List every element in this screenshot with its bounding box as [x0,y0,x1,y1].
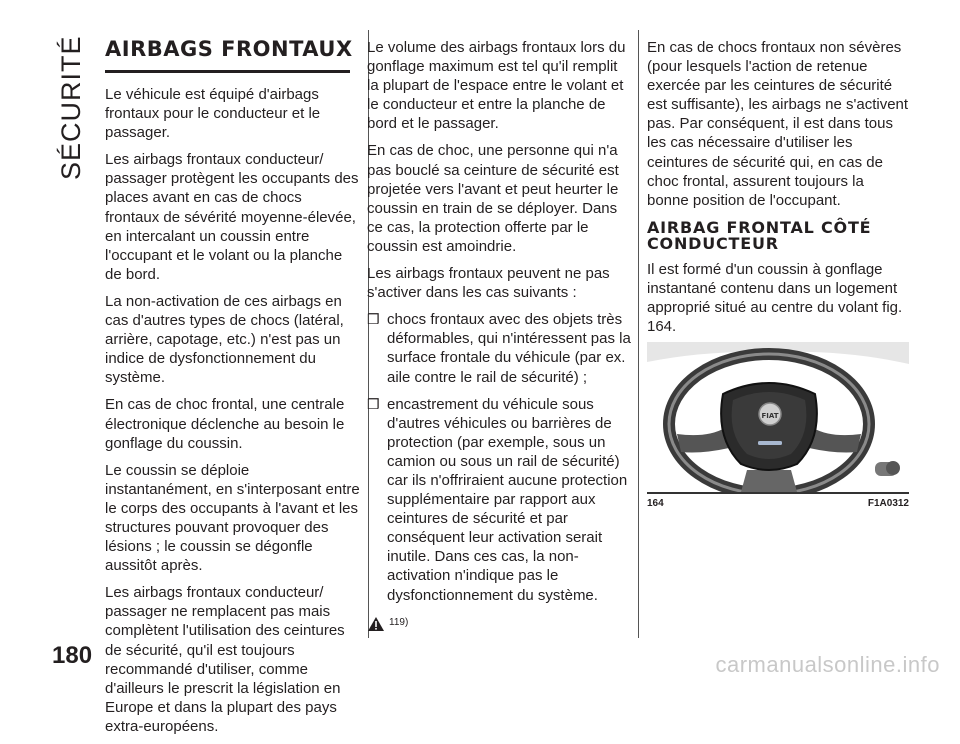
paragraph: En cas de choc frontal, une centrale électronique déclenche au besoin le gonflage du coussin. [105,396,345,452]
paragraph: Le coussin se déploie instantanément, en s'interposant entre le corps des occupants à l'avant et les structures pouvant provoquer des lésions ; le coussin se dégonfle aussitôt après. [105,461,360,575]
paragraph: Les airbags frontaux peuvent ne pas s'activer dans les cas suivants : [367,265,610,302]
heading-underline [105,70,350,73]
figure-caption [647,498,909,509]
checkbox-bullet-icon: ❒ [367,395,380,412]
paragraph: La non-activation de ces airbags en cas d'autres types de chocs (latéral, arrière, capotage, etc.) n'est pas un indice de dysfonctionnement du système. [105,292,344,387]
warning-triangle-icon [367,616,385,632]
checkbox-bullet-icon: ❒ [367,311,380,328]
warning-ref-number: 119) [389,616,409,628]
list-item-text: chocs frontaux avec des objets très déformables, qui n'intéressent pas la surface frontale du véhicule (par ex. aile contre le rail de sécurité) ; [387,311,631,386]
paragraph: Le véhicule est équipé d'airbags frontaux pour le conducteur et le passager. [105,86,321,142]
paragraph: Il est formé d'un coussin à gonflage instantané contenu dans un logement approprié situé au centre du volant fig. 164. [647,260,903,336]
steering-wheel-airbag-image [647,342,909,494]
paragraph: En cas de chocs frontaux non sévères (pour lesquels l'action de retenue exercée par les ceintures de sécurité est suffisante), les airbags ne s'activent pas. Par conséquent, il est dans tous les cas nécessaire d'utiliser les ceintures de sécurité qui, en cas de choc frontal, assurent toujours la bonne position de l'occupant. [647,39,909,209]
fiat-logo: FIAT [761,412,779,420]
paragraph: Les airbags frontaux conducteur/ passager ne remplacent pas mais complètent l'utilisation des ceintures de sécurité, qu'il est toujours recommandé d'utiliser, comme d'ailleurs le prescrit la législation en Europe et dans la plupart des pays extra-européens. [105,584,345,735]
column-divider-2 [638,30,639,638]
column-3 [647,38,909,344]
paragraph: En cas de choc, une personne qui n'a pas bouclé sa ceinture de sécurité est projetée vers l'avant et peut heurter le coussin en train de se déployer. Dans ce cas, la protection offerte par le coussin est amoindrie. [367,142,619,255]
list-item [367,395,632,605]
figure-number: 164 [647,498,664,509]
watermark[interactable]: carmanualsonline.info [715,652,940,677]
paragraph: Les airbags frontaux conducteur/ passager protègent les occupants des places avant en cas de chocs frontaux de sévérité moyenne-élevée, en intercalant un coussin entre l'occupant et le volant ou la planche de bord. [105,151,359,283]
page-number: 180 [52,642,93,669]
section-label [52,30,88,180]
list-item [367,310,632,386]
section-label-text: SÉCURITÉ [56,35,86,180]
warning-reference [367,613,632,632]
figure-164 [647,342,909,509]
figure-code: F1A0312 [867,498,909,509]
column-2 [367,38,632,632]
column-1 [105,38,360,744]
paragraph: Le volume des airbags frontaux lors du gonflage maximum est tel qu'il remplit la plupart de l'espace entre le volant et le conducteur et entre la planche de bord et le passager. [367,39,626,133]
heading-airbags-frontaux: AIRBAGS FRONTAUX [105,37,353,61]
heading-airbag-conducteur: AIRBAG FRONTAL CÔTÉ CONDUCTEUR [647,217,872,253]
list-item-text: encastrement du véhicule sous d'autres véhicules ou barrières de protection (par exemple, sous un camion ou sous un rail de sécurité) car ils n'offriraient aucune protection supplémentaire par rapport aux ceintures de sécurité et par conséquent leur activation serait inutile. Dans ces cas, la non-activation n'indique pas le dysfonctionnement du système. [387,395,628,604]
